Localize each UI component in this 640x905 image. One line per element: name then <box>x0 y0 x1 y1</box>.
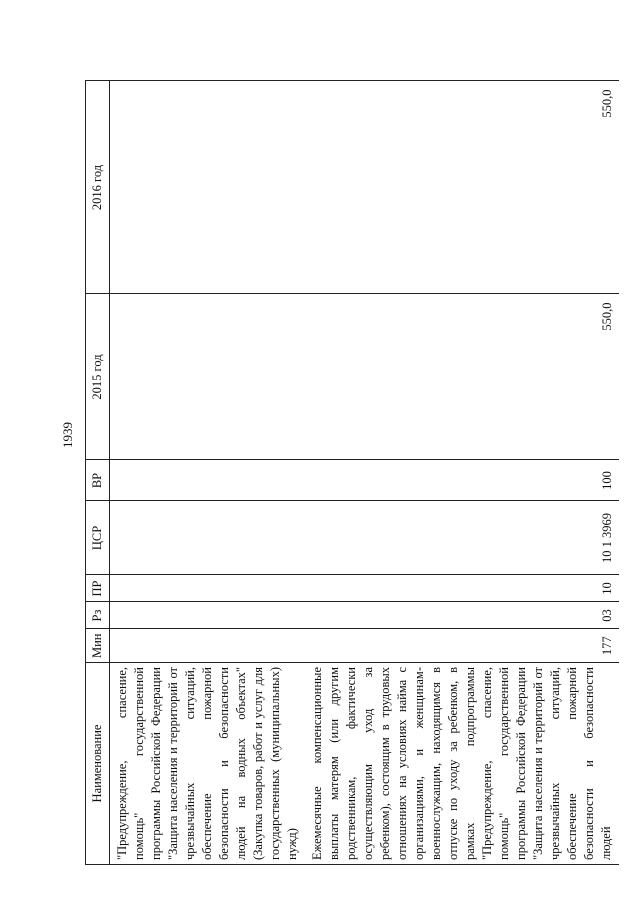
header-csr: ЦСР <box>86 501 110 575</box>
row-pr: 10 <box>305 575 619 602</box>
row-name: Ежемесячные компенсационные выплаты матерям (или другим родственникам, фактически осуществляющим уход за ребенком), состоящим в трудовых отношениях на условиях найма с организациями, и женщинам-военнослужащим, находящимся в отпуске по уходу за ребенком, в рамках подпрограммы "Предупреждение, спасение, помощь" государственной программы Российской Федерации "Защита населения и территорий от чрезвычайных ситуаций, обеспечение пожарной безопасности и безопасности людей <box>305 663 619 865</box>
table-header-row <box>86 81 110 865</box>
row-csr: 10 1 3969 <box>305 501 619 575</box>
header-vr: ВР <box>86 460 110 501</box>
row-vr <box>110 460 306 501</box>
row-value-2016 <box>110 81 306 294</box>
page-number: 1939 <box>60 422 75 448</box>
row-vr: 100 <box>305 460 619 501</box>
header-rz: Рз <box>86 602 110 629</box>
budget-table <box>85 81 619 866</box>
header-pr: ПР <box>86 575 110 602</box>
header-min: Мин <box>86 629 110 663</box>
row-csr <box>110 501 306 575</box>
row-pr <box>110 575 306 602</box>
header-year-2016: 2016 год <box>86 81 110 294</box>
row-value-2016: 550,0 <box>305 81 619 294</box>
row-name: "Предупреждение, спасение, помощь" государственной программы Российской Федерации "Защита населения и территорий от чрезвычайных ситуаций, обеспечение пожарной безопасности и безопасности людей на водных объектах" (Закупка товаров, работ и услуг для государственных (муниципальных) нужд) <box>110 663 306 865</box>
header-name: Наименование <box>86 663 110 865</box>
row-min: 177 <box>305 629 619 663</box>
row-rz: 03 <box>305 602 619 629</box>
header-year-2015: 2015 год <box>86 294 110 460</box>
table-row <box>110 81 306 865</box>
row-value-2015: 550,0 <box>305 294 619 460</box>
row-rz <box>110 602 306 629</box>
table-row <box>305 81 619 865</box>
row-value-2015 <box>110 294 306 460</box>
row-min <box>110 629 306 663</box>
